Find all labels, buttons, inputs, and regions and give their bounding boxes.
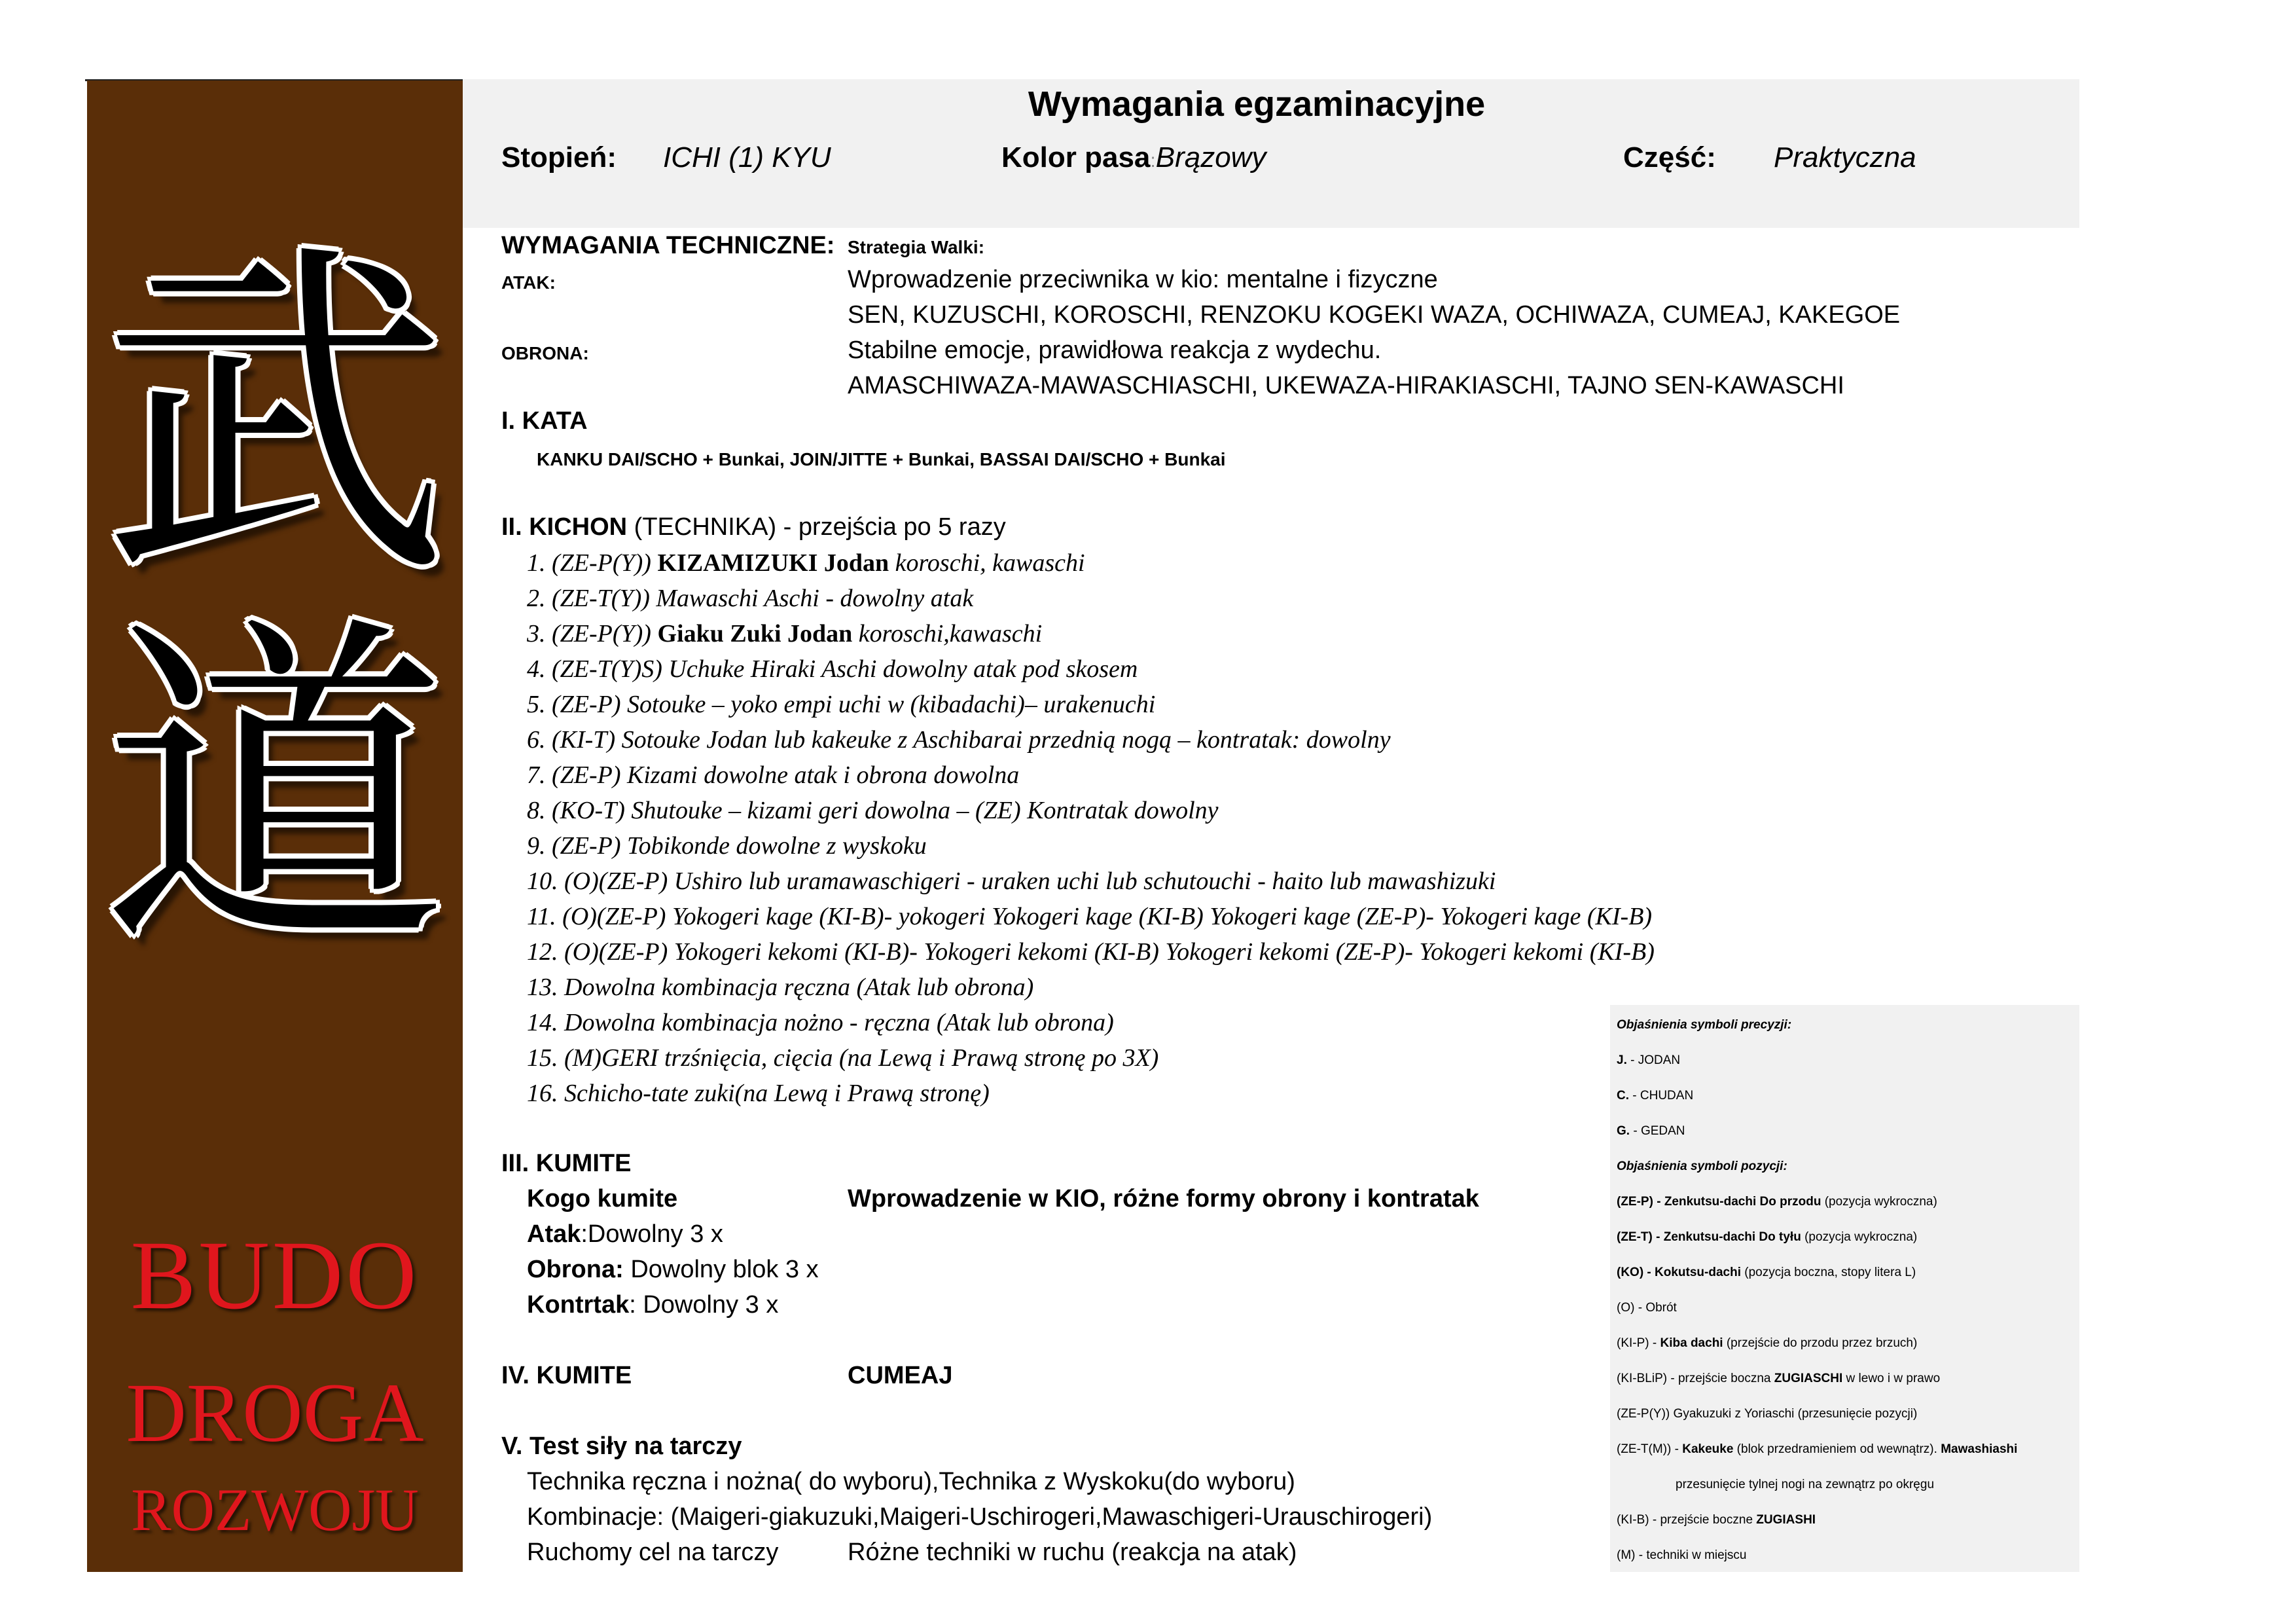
legend-ki-blip	[1617, 1372, 1940, 1386]
legend-ze-p-y: (ZE-P(Y)) Gyakuzuki z Yoriaschi (przesunięcie pozycji)	[1617, 1407, 1918, 1421]
legend-ki-blip-text: w lewo i w prawo	[1842, 1372, 1941, 1385]
defense-line-1: Stabilne emocje, prawidłowa reakcja z wydechu.	[848, 337, 1382, 364]
kichon-item-note: koroschi,kawaschi	[852, 620, 1043, 647]
legend-ze-p-symbol: (ZE-P) - Zenkutsu-dachi Do przodu	[1617, 1195, 1821, 1209]
kumite3-attack	[527, 1220, 723, 1249]
kichon-item	[527, 1079, 990, 1108]
kichon-item-text: 13. Dowolna kombinacja ręczna (Atak lub obrona)	[527, 974, 1034, 1001]
kichon-item	[527, 655, 1138, 684]
kichon-item-text: 12. (O)(ZE-P) Yokogeri kekomi (KI-B)- Yokogeri kekomi (KI-B) Yokogeri kekomi (ZE-P)- Yokogeri kekomi (KI-B)	[527, 938, 1655, 966]
kumite3-defense-label: Obrona:	[527, 1256, 624, 1283]
kichon-item-text: 8. (KO-T) Shutouke – kizami geri dowolna – (ZE) Kontratak dowolny	[527, 797, 1219, 824]
kichon-item	[527, 725, 1391, 754]
legend-ko	[1617, 1266, 1916, 1280]
kumite3-defense-value: Dowolny blok 3 x	[623, 1256, 819, 1283]
kichon-item	[527, 902, 1652, 931]
belt-separator: :	[1150, 150, 1156, 172]
kichon-item	[527, 831, 927, 860]
sidebar-rozwoju: ROZWOJU	[131, 1476, 419, 1543]
legend-gedan-text: - GEDAN	[1630, 1124, 1685, 1138]
kichon-item	[527, 973, 1033, 1002]
test-line-3-label: Ruchomy cel na tarczy	[527, 1539, 779, 1566]
legend-title-precision: Objaśnienia symboli precyzji:	[1617, 1018, 1792, 1032]
kichon-item-text: 3. (ZE-P(Y))	[527, 620, 658, 647]
legend-ze-t-m-cont: przesunięcie tylnej nogi na zewnątrz po okręgu	[1676, 1478, 1935, 1491]
legend-ki-p-bold: Kiba dachi	[1660, 1336, 1723, 1350]
kichon-item-text: 14. Dowolna kombinacja nożno - ręczna (Atak lub obrona)	[527, 1009, 1114, 1036]
kichon-title-rest: (TECHNIKA) - przejścia po 5 razy	[627, 513, 1006, 541]
legend-chudan	[1617, 1089, 1693, 1103]
kichon-item-text: 10. (O)(ZE-P) Ushiro lub uramawaschigeri - uraken uchi lub schutouchi - haito lub mawashizuki	[527, 867, 1496, 895]
kichon-item	[527, 690, 1155, 719]
legend-ze-t-symbol: (ZE-T) - Zenkutsu-dachi Do tyłu	[1617, 1230, 1801, 1244]
kichon-item	[527, 584, 973, 613]
kichon-item-text: 15. (M)GERI trzśnięcia, cięcia (na Lewą i Prawą stronę po 3X)	[527, 1044, 1159, 1072]
strategy-label: Strategia Walki:	[848, 237, 985, 257]
kumite3-defense	[527, 1256, 819, 1284]
legend-jodan-symbol: J.	[1617, 1053, 1627, 1067]
kichon-item-note: koroschi, kawaschi	[889, 549, 1085, 577]
legend-jodan-text: - JODAN	[1626, 1053, 1681, 1067]
attack-label: ATAK:	[501, 272, 556, 293]
kichon-item	[527, 796, 1219, 825]
legend-chudan-symbol: C.	[1617, 1089, 1629, 1103]
kichon-item	[527, 549, 1085, 577]
test-line-2: Kombinacje: (Maigeri-giakuzuki,Maigeri-Uschirogeri,Mawaschigeri-Urauschirogeri)	[527, 1503, 1433, 1531]
legend-jodan	[1617, 1053, 1680, 1068]
kumite3-who-label: Kogo kumite	[527, 1185, 678, 1213]
kichon-title	[501, 513, 1006, 541]
legend-ki-b-bold: ZUGIASHI	[1756, 1513, 1816, 1527]
kichon-item-technique: Giaku Zuki Jodan	[657, 620, 853, 647]
legend-ki-blip-bold: ZUGIASCHI	[1774, 1372, 1843, 1385]
belt-label: Kolor pasa	[1001, 141, 1151, 173]
kata-title: I. KATA	[501, 407, 588, 435]
legend-ze-p-text: (pozycja wykroczna)	[1821, 1195, 1937, 1209]
legend-gedan	[1617, 1124, 1685, 1139]
legend-ze-t-m-prefix: (ZE-T(M)) -	[1617, 1442, 1683, 1456]
test-title: V. Test siły na tarczy	[501, 1432, 742, 1460]
degree-label: Stopień:	[501, 141, 617, 173]
legend-ki-b	[1617, 1513, 1816, 1527]
sidebar-budo: BUDO	[130, 1221, 420, 1330]
legend-ki-blip-prefix: (KI-BLiP) - przejście boczna	[1617, 1372, 1774, 1385]
sidebar-banner	[87, 81, 463, 1572]
kumite3-counter-label: Kontrtak	[527, 1291, 630, 1319]
degree-value: ICHI (1) KYU	[663, 141, 831, 173]
kichon-item	[527, 761, 1019, 790]
legend-title-position: Objaśnienia symboli pozycji:	[1617, 1159, 1787, 1173]
legend-chudan-text: - CHUDAN	[1629, 1089, 1694, 1103]
part-label: Część:	[1623, 141, 1716, 173]
kumite4-value: CUMEAJ	[848, 1362, 953, 1389]
kichon-item-text: 11. (O)(ZE-P) Yokogeri kage (KI-B)- yokogeri Yokogeri kage (KI-B) Yokogeri kage (ZE-P)- Yokogeri kage (KI-B)	[527, 903, 1653, 930]
legend-m: (M) - techniki w miejscu	[1617, 1548, 1747, 1562]
legend-o: (O) - Obrót	[1617, 1301, 1677, 1315]
defense-line-2: AMASCHIWAZA-MAWASCHIASCHI, UKEWAZA-HIRAKIASCHI, TAJNO SEN-KAWASCHI	[848, 372, 1844, 399]
legend-ze-t-m	[1617, 1442, 2017, 1457]
legend-ko-text: (pozycja boczna, stopy litera L)	[1741, 1266, 1916, 1279]
kichon-item-text: 9. (ZE-P) Tobikonde dowolne z wyskoku	[527, 832, 927, 860]
legend-ki-b-prefix: (KI-B) - przejście boczne	[1617, 1513, 1757, 1527]
kichon-item	[527, 1008, 1114, 1037]
legend-ze-t-m-text: (blok przedramieniem od wewnątrz).	[1733, 1442, 1941, 1456]
kichon-item-text: 4. (ZE-T(Y)S) Uchuke Hiraki Aschi dowolny atak pod skosem	[527, 655, 1138, 683]
kichon-item-text: 7. (ZE-P) Kizami dowolne atak i obrona dowolna	[527, 761, 1020, 789]
defense-label: OBRONA:	[501, 343, 589, 363]
kichon-item-text: 5. (ZE-P) Sotouke – yoko empi uchi w (kibadachi)– urakenuchi	[527, 691, 1156, 718]
kumite3-counter-value: : Dowolny 3 x	[629, 1291, 779, 1319]
kichon-item-text: 16. Schicho-tate zuki(na Lewą i Prawą stronę)	[527, 1080, 990, 1107]
kichon-item	[527, 1044, 1158, 1072]
kanji-bu: 武	[101, 215, 448, 619]
kichon-item-text: 1. (ZE-P(Y))	[527, 549, 658, 577]
kata-content: KANKU DAI/SCHO + Bunkai, JOIN/JITTE + Bunkai, BASSAI DAI/SCHO + Bunkai	[537, 449, 1226, 469]
kumite3-counter	[527, 1291, 778, 1319]
kanji-do: 道	[101, 589, 448, 993]
kichon-item-technique: KIZAMIZUKI Jodan	[657, 549, 889, 577]
test-line-3-value: Różne techniki w ruchu (reakcja na atak)	[848, 1539, 1297, 1566]
legend-ki-p-prefix: (KI-P) -	[1617, 1336, 1660, 1350]
legend-gedan-symbol: G.	[1617, 1124, 1630, 1138]
belt-value: Brązowy	[1155, 141, 1266, 173]
legend-ze-p	[1617, 1195, 1937, 1209]
legend-ko-symbol: (KO) - Kokutsu-dachi	[1617, 1266, 1741, 1279]
part-value: Praktyczna	[1774, 141, 1916, 173]
kichon-title-bold: II. KICHON	[501, 513, 628, 541]
kumite3-who-value: Wprowadzenie w KIO, różne formy obrony i kontratak	[848, 1185, 1479, 1213]
legend-ki-p	[1617, 1336, 1917, 1351]
kumite3-attack-value: :Dowolny 3 x	[581, 1220, 723, 1248]
kichon-item	[527, 938, 1655, 966]
page-title: Wymagania egzaminacyjne	[1028, 84, 1486, 124]
belt-field	[1001, 141, 1266, 174]
legend-ze-t-m-bold1: Kakeuke	[1682, 1442, 1734, 1456]
kichon-item	[527, 867, 1496, 896]
legend-ze-t-m-bold2: Mawashiashi	[1941, 1442, 2018, 1456]
kichon-item-text: 6. (KI-T) Sotouke Jodan lub kakeuke z Aschibarai przednią nogą – kontratak: dowolny	[527, 726, 1391, 754]
kumite3-attack-label: Atak	[527, 1220, 581, 1248]
kumite4-title: IV. KUMITE	[501, 1362, 632, 1389]
attack-line-1: Wprowadzenie przeciwnika w kio: mentalne i fizyczne	[848, 266, 1438, 293]
legend-ki-p-text: (przejście do przodu przez brzuch)	[1723, 1336, 1918, 1350]
kichon-item-text: 2. (ZE-T(Y)) Mawaschi Aschi - dowolny atak	[527, 585, 974, 612]
sidebar-droga: DROGA	[126, 1366, 424, 1459]
legend-ze-t	[1617, 1230, 1917, 1245]
technical-title: WYMAGANIA TECHNICZNE:	[501, 232, 835, 259]
kichon-item	[527, 619, 1042, 648]
attack-line-2: SEN, KUZUSCHI, KOROSCHI, RENZOKU KOGEKI WAZA, OCHIWAZA, CUMEAJ, KAKEGOE	[848, 301, 1901, 329]
test-line-1: Technika ręczna i nożna( do wyboru),Technika z Wyskoku(do wyboru)	[527, 1468, 1295, 1495]
legend-ze-t-text: (pozycja wykroczna)	[1801, 1230, 1918, 1244]
kumite3-title: III. KUMITE	[501, 1150, 632, 1177]
